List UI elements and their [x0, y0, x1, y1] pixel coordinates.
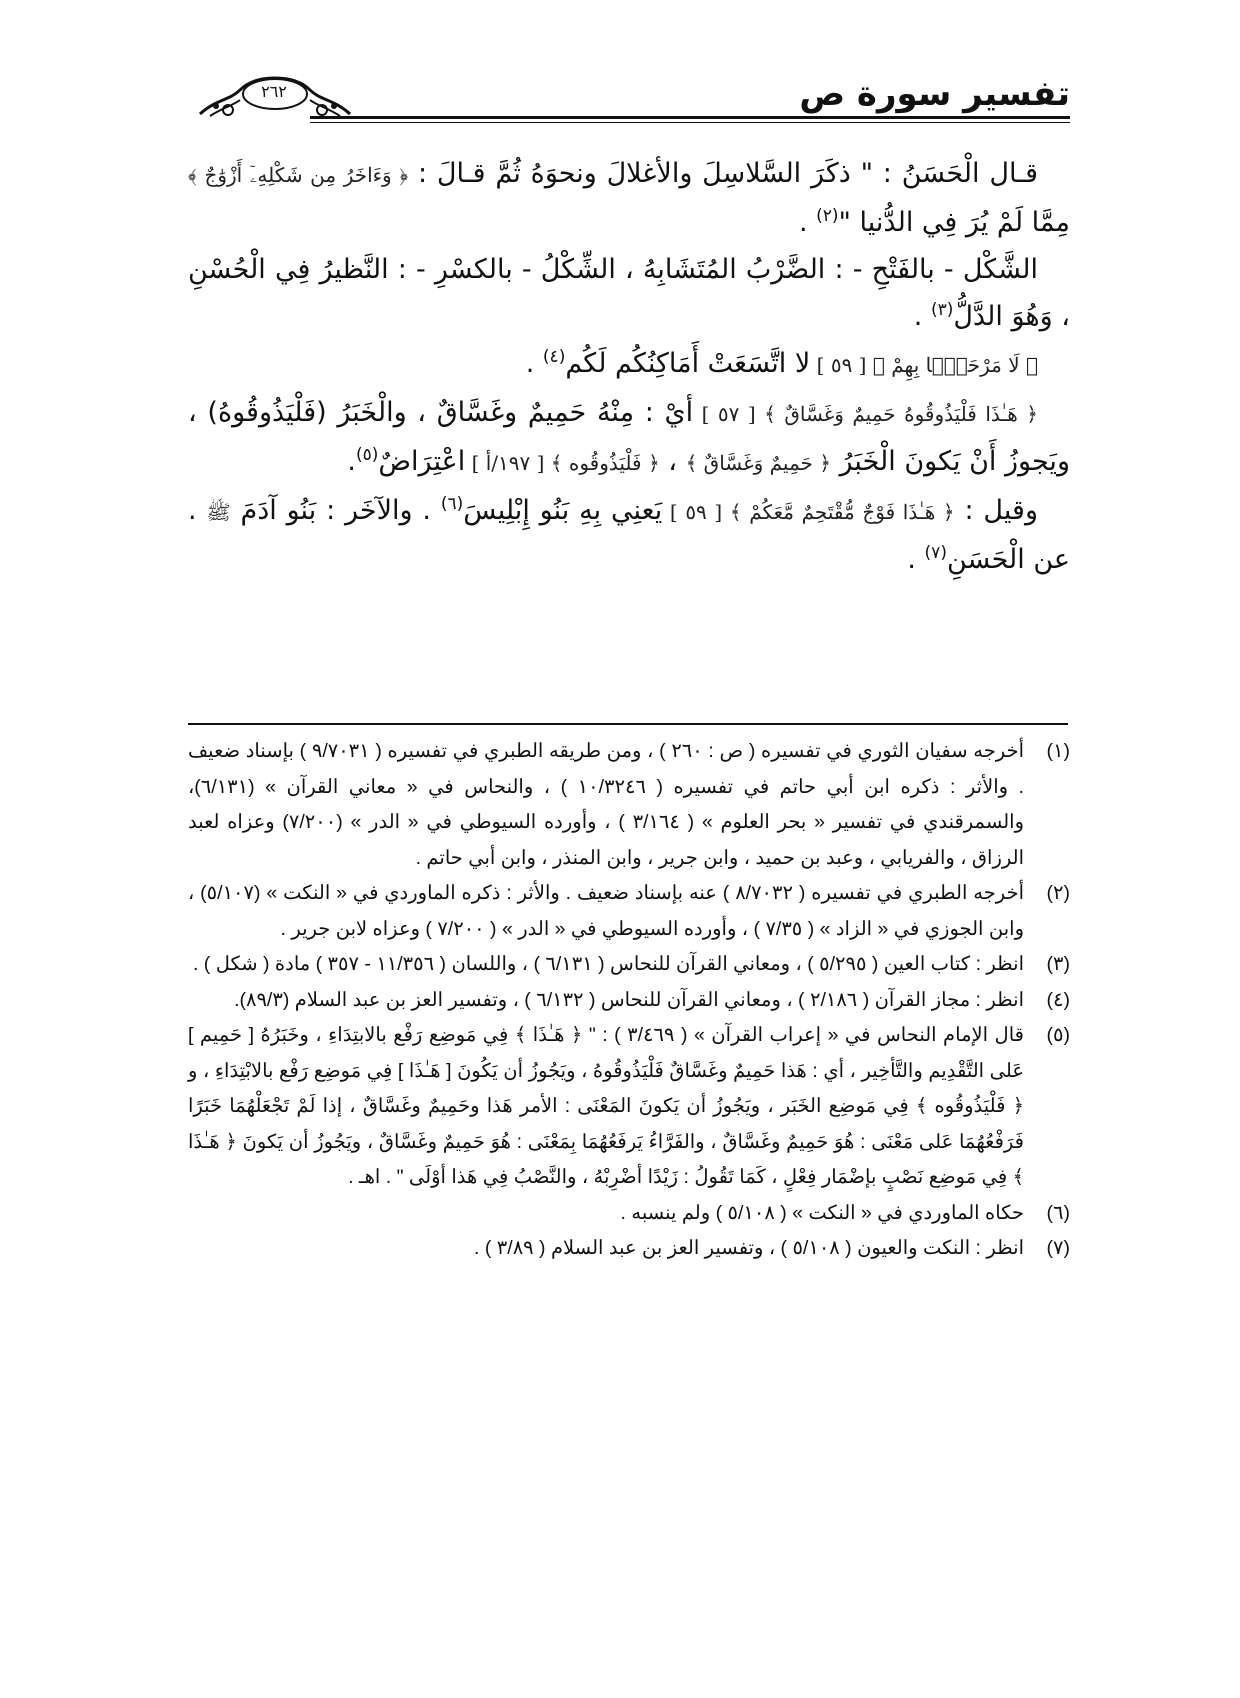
main-text	[188, 150, 1070, 583]
page-number: ٢٦٢	[261, 82, 287, 101]
footnote-ref: (٢)	[816, 206, 839, 226]
footnote-number: (٣)	[1046, 953, 1070, 975]
footnote-number: (٦)	[1046, 1201, 1070, 1224]
footnote-text: أخرجه الطبري في تفسيره ( ٨/٧٠٣٢ ) عنه بإسناد ضعيف . والأثر : ذكره الماوردي في « النكت » (٥/١٠٧) ، وابن الجوزي في « الزاد » ( ٧/٣٥ ) ، وأورده السيوطي في « الدر » ( ٧/٢٠٠ ) وعزاه لابن جرير .	[188, 882, 1024, 940]
text: أيْ : مِنْهُ حَمِيمٌ وغَسَّاقٌ ، والْخَبَرُ (فَلْيَذُوقُوهُ) ، ويَجوزُ أَنْ يَكونَ الْخَبَرُ	[188, 397, 1070, 477]
footnotes	[188, 734, 1070, 1267]
text: وقيل :	[954, 495, 1038, 526]
text: يَعنِي بِهِ بَنُو إِبْلِيسَ	[463, 495, 663, 526]
quran-quote: ﴿ فَلْيَذُوقُوه ﴾	[550, 451, 660, 475]
verse-ref: [ ٥٧ ]	[693, 402, 765, 426]
paragraph-1	[188, 150, 1070, 246]
header-rule-thin	[310, 122, 1070, 123]
text: لا اتَّسَعَتْ أَمَاكِنُكُم لَكُم	[565, 348, 811, 379]
footnote-number: (١)	[1046, 740, 1070, 762]
footnote-ref: (٤)	[542, 347, 566, 367]
footnote	[188, 983, 1070, 1019]
verse-ref: [ ٥٩ ]	[662, 500, 730, 524]
footnote-ref: (٣)	[930, 300, 954, 320]
footnote	[188, 1018, 1070, 1196]
paragraph-4	[188, 389, 1070, 487]
footnote-text: انظر : كتاب العين ( ٥/٢٩٥ ) ، ومعاني القرآن للنحاس ( ٦/١٣١ ) ، واللسان ( ١١/٣٥٦ - ٣٥٧ ) مادة ( شكل ) .	[192, 953, 1024, 975]
text: .	[525, 348, 543, 379]
footnote-separator	[188, 723, 1068, 725]
footnote-text: حكاه الماوردي في « النكت » ( ٥/١٠٨ ) ولم ينسبه .	[620, 1201, 1024, 1224]
footnote-text: انظر : مجاز القرآن ( ٢/١٨٦ ) ، ومعاني القرآن للنحاس ( ٦/١٣٢ ) ، وتفسير العز بن عبد السلام (٨٩/٣).	[234, 988, 1024, 1011]
footnote-text: أخرجه سفيان الثوري في تفسيره ( ص : ٢٦٠ ) ، ومن طريقه الطبري في تفسيره ( ٩/٧٠٣١ ) بإسناد ضعيف . والأثر : ذكره ابن أبي حاتم في تفسيره ( ١٠/٣٢٤٦ ) ، والنحاس في « معاني القرآن » (٦/١٣١)، والسمرقندي في تفسير « بحر العلوم » ( ٣/١٦٤ ) ، وأورده السيوطي في « الدر » (٧/٢٠٠) وعزاه لعبد الرزاق ، والفريابي ، وعبد بن حميد ، وابن جرير ، وابن المنذر ، وابن أبي حاتم .	[188, 740, 1025, 869]
footnote	[188, 1196, 1070, 1232]
footnote-ref: (٦)	[440, 494, 464, 514]
verse-ref: [ ٥٩ ]	[810, 353, 873, 377]
quran-quote: ﴿ هَـٰذَا فَلْيَذُوقُوهُ حَمِيمٌ وَغَسَّاقٌ ﴾	[764, 402, 1038, 426]
quran-quote: ﴿ هَـٰذَا فَوْجٌ مُّقْتَحِمٌ مَّعَكُمْ ﴾	[729, 500, 955, 524]
quran-quote: ﴿ لَا مَرْحَبًۢا بِهِمْ ﴾	[872, 353, 1038, 377]
text: الشَّكْل - بالفَتْحِ - : الضَّرْبُ المُتَشَابِهُ ، الشِّكْلُ - بالكسْرِ - : النَّظيرُ فِي الْحُسْنِ ، وَهُوَ الدَّلُّ	[188, 254, 1070, 332]
header-rule	[310, 116, 1070, 119]
footnote-ref: (٧)	[924, 543, 947, 563]
footnote	[188, 1231, 1070, 1267]
paragraph-2	[188, 246, 1070, 340]
text: . والآخَر : بَنُو آدَمَ	[230, 495, 441, 526]
running-header	[190, 70, 1070, 130]
honorific-glyph: ﷺ	[206, 500, 231, 524]
paragraph-5	[188, 487, 1070, 583]
footnote-number: (٢)	[1046, 882, 1070, 904]
footnote-ref: (٥)	[355, 445, 379, 465]
footnote	[188, 947, 1070, 983]
text: مِمَّا لَمْ يُرَ فِي الدُّنيا "	[838, 207, 1070, 238]
text: اعْتِرَاضٌ	[378, 446, 466, 477]
footnote-number: (٤)	[1046, 988, 1070, 1011]
text: ،	[659, 446, 686, 477]
footnote-number: (٥)	[1046, 1024, 1070, 1046]
footnote	[188, 876, 1070, 947]
verse-ref: [ ١٩٧/أ ]	[465, 451, 551, 475]
quran-quote: ﴿ وَءَاخَرُ مِن شَكْلِهِۦٓ أَزْوَٰجٌ ﴾	[188, 163, 409, 187]
footnote-text: قال الإمام النحاس في « إعراب القرآن » ( ٣/٤٦٩ ) : " ﴿ هَـٰذَا ﴾ فِي مَوضِع رَفْع بالابتِدَاءِ ، وخَبَرُهُ [ حَمِيم ] عَلى التَّقْدِيم والتَّأخِير ، أي : هَذا حَمِيمٌ وغَسَّاقٌ فَلْيَذُوقُوهُ ، ويَجُوزُ أن يَكُونَ [ هَـٰذَا ] فِي مَوضِع رَفْع بالابْتِدَاءِ ، و ﴿ فَلْيَذُوقُوه ﴾ فِي مَوضِع الخَبَر ، ويَجُوزُ أن يَكونَ المَعْنَى : الأمر هَذا وحَمِيمٌ وغَسَّاقٌ ، إذا لَمْ تَجْعَلْهُمَا خَبَرًا فَرَفْعُهُمَا عَلى مَعْنَى : هُوَ حَمِيمٌ وغَسَّاقٌ ، والفَرَّاءُ يَرفَعُهُمَا بِمَعْنَى : هُوَ حَمِيمٌ وغَسَّاقٌ ، ويَجُوزُ أن يَكونَ ﴿ هَـٰذَا ﴾ فِي مَوضِع نَصْبٍ بإضْمَار فِعْلٍ ، كَمَا تَقُولُ : زَيْدًا أضْرِبْهُ ، والنَّصْبُ فِي هَذا أوْلَى " . اهـ .	[188, 1024, 1024, 1188]
text: .	[798, 207, 817, 238]
footnote	[188, 734, 1070, 876]
text: .	[347, 446, 356, 477]
quran-quote: ﴿ حَمِيمٌ وَغَسَّاقٌ ﴾	[685, 451, 831, 475]
surah-title: تفسير سورة ص	[799, 74, 1070, 114]
text: .	[907, 544, 925, 575]
text: .	[913, 301, 931, 332]
text: . عن الْحَسَنِ	[188, 495, 1070, 575]
text: قـال الْحَسَنُ : " ذكَرَ السَّلاسِلَ والأغلالَ ونحوَهُ ثُمَّ قـالَ :	[408, 158, 1038, 189]
footnote-text: انظر : النكت والعيون ( ٥/١٠٨ ) ، وتفسير العز بن عبد السلام ( ٣/٨٩ ) .	[474, 1237, 1024, 1259]
paragraph-3	[188, 340, 1070, 389]
footnote-number: (٧)	[1046, 1237, 1070, 1259]
